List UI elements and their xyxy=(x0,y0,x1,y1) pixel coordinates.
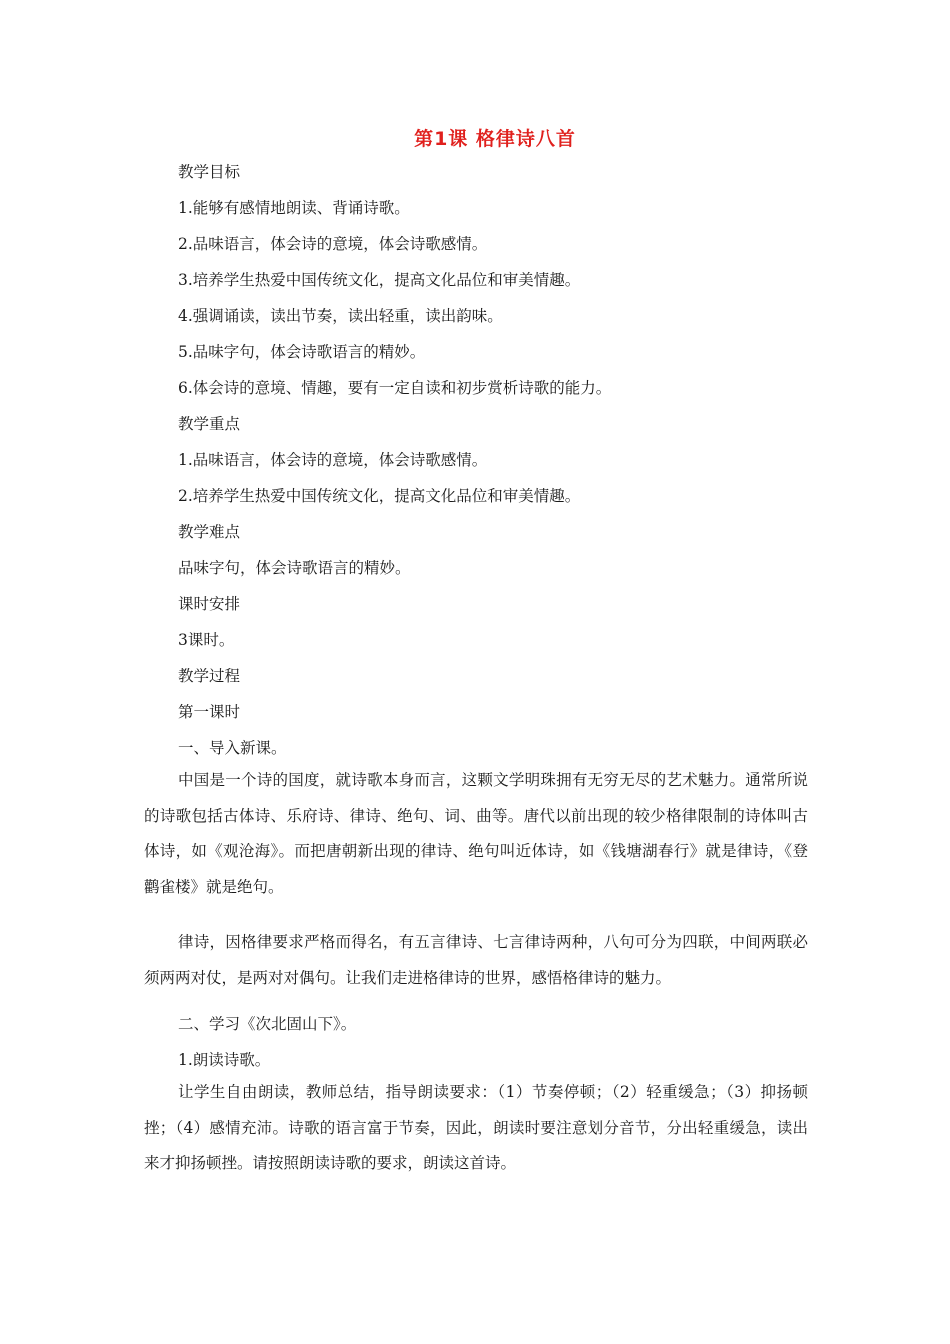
goal-item: 1.能够有感情地朗读、背诵诗歌。 xyxy=(178,199,410,217)
goal-item: 2.品味语言，体会诗的意境，体会诗歌感情。 xyxy=(178,235,488,253)
regulated-verse-paragraph: 律诗，因格律要求严格而得名，有五言律诗、七言律诗两种，八句可分为四联，中间两联必须两两对仗，是两对对偶句。让我们走进格律诗的世界，感悟格律诗的魅力。 xyxy=(144,933,808,987)
process-heading: 教学过程 xyxy=(178,667,241,685)
lesson-title: 第1课 格律诗八首 xyxy=(414,128,576,150)
reading-paragraph: 让学生自由朗读，教师总结，指导朗读要求：（1）节奏停顿；（2）轻重缓急；（3）抑扬顿挫；（4）感情充沛。诗歌的语言富于节奏，因此，朗读时要注意划分音节，分出轻重缓急，读出来才抑扬顿挫。请按照朗读诗歌的要求，朗读这首诗。 xyxy=(144,1083,808,1172)
section-heading: 一、导入新课。 xyxy=(178,739,287,757)
schedule-heading: 课时安排 xyxy=(178,595,241,613)
schedule-text: 3课时。 xyxy=(178,631,235,649)
goal-item: 3.培养学生热爱中国传统文化，提高文化品位和审美情趣。 xyxy=(178,271,581,289)
difficulties-text: 品味字句，体会诗歌语言的精妙。 xyxy=(178,559,411,577)
section-heading: 二、学习《次北固山下》。 xyxy=(178,1015,357,1033)
goals-heading: 教学目标 xyxy=(178,163,241,181)
step-heading: 1.朗读诗歌。 xyxy=(178,1051,271,1069)
key-point-item: 2.培养学生热爱中国传统文化，提高文化品位和审美情趣。 xyxy=(178,487,581,505)
goal-item: 6.体会诗的意境、情趣，要有一定自读和初步赏析诗歌的能力。 xyxy=(178,379,612,397)
key-points-heading: 教学重点 xyxy=(178,415,241,433)
period-label: 第一课时 xyxy=(178,703,241,721)
difficulties-heading: 教学难点 xyxy=(178,523,241,541)
goal-item: 5.品味字句，体会诗歌语言的精妙。 xyxy=(178,343,426,361)
key-point-item: 1.品味语言，体会诗的意境，体会诗歌感情。 xyxy=(178,451,488,469)
goal-item: 4.强调诵读，读出节奏，读出轻重，读出韵味。 xyxy=(178,307,503,325)
intro-paragraph: 中国是一个诗的国度，就诗歌本身而言，这颗文学明珠拥有无穷无尽的艺术魅力。通常所说的诗歌包括古体诗、乐府诗、律诗、绝句、词、曲等。唐代以前出现的较少格律限制的诗体叫古体诗，如《观沧海》。而把唐朝新出现的律诗、绝句叫近体诗，如《钱塘湖春行》就是律诗，《登鹳雀楼》就是绝句。 xyxy=(144,771,808,896)
